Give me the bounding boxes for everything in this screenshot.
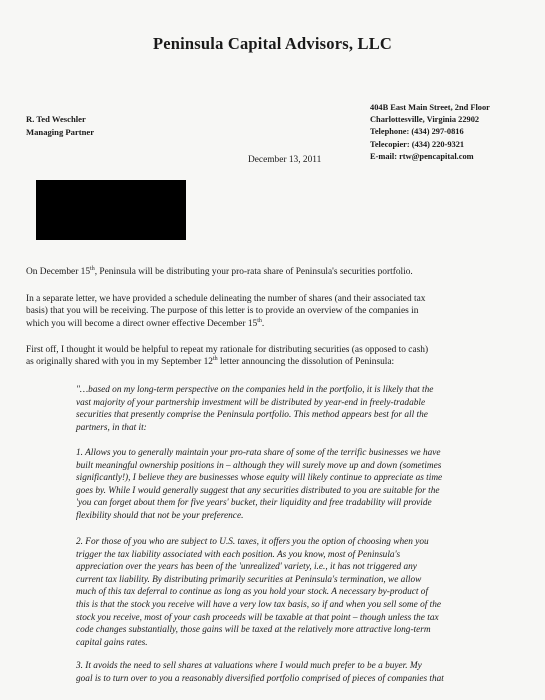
quote-point-2: 2. For those of you who are subject to U.S. taxes, it offers you the option of choosing when you trigger the tax liability associated with each position. As you know, most of Peninsula's appreciation over the years has been of the 'unrealized' variety, i.e., it has not triggered any current tax liability. By distributing primarily securities at Peninsula's termination, we allow much of this tax deferral to continue as long as you hold your stock. A necessary by-product of this is that the stock you receive will have a very low tax basis, so if and when you sell some of the stock you receive, most of your cash proceeds will be taxable at that point – though unless the tax code changes substantially, those gains will be taxed at the relatively more attractive long-term capital gains rates. <box>76 537 442 648</box>
address-telecopier: Telecopier: (434) 220-9321 <box>370 139 465 149</box>
paragraph-3: First off, I thought it would be helpful to repeat my rationale for distributing securities (as opposed to cash) as originally shared with you in my September 12th letter announcing the dissolution of Peninsula: <box>26 345 429 368</box>
address-telephone: Telephone: (434) 297-0816 <box>370 127 464 137</box>
paragraph-2: In a separate letter, we have provided a schedule delineating the number of shares (and their associated tax basis) that you will be receiving. The purpose of this letter is to provide an overview of the companies in which you will become a direct owner effective December 15th. <box>26 294 426 329</box>
letter-date: December 13, 2011 <box>248 155 322 165</box>
redacted-recipient-block <box>36 180 186 240</box>
quote-intro: "…based on my long-term perspective on the companies held in the portfolio, it is likely that the vast majority of your partnership investment will be distributed by year-end in freely-tradable securities that presently comprise the Peninsula portfolio. This method appears best for all the partners, in that it: <box>76 385 434 433</box>
sender-name: R. Ted Weschler <box>26 114 86 124</box>
quote-point-1: 1. Allows you to generally maintain your pro-rata share of some of the terrific businesses we have built meaningful ownership positions in – although they will surely move up and down (sometimes significantly!), I believe they are businesses whose equity will likely continue to appreciate as time goes by. While I would generally suggest that any securities distributed to you are suitable for the 'you can forget about them for five years' bucket, their liquidity and free tradability will provide flexibility should that not be your preference. <box>76 448 443 521</box>
sender-block <box>26 113 94 139</box>
paragraph-1: On December 15th, Peninsula will be distributing your pro-rata share of Peninsula's securities portfolio. <box>26 265 413 277</box>
address-street: 404B East Main Street, 2nd Floor <box>370 103 490 112</box>
sender-title: Managing Partner <box>26 127 95 137</box>
address-email: E-mail: rtw@pencapital.com <box>370 151 474 161</box>
firm-name: Peninsula Capital Advisors, LLC <box>152 34 393 53</box>
quote-point-3: 3. It avoids the need to sell shares at valuations where I would much prefer to be a buyer. My goal is to turn over to you a reasonably diversified portfolio comprised of pieces of companies that <box>76 661 444 684</box>
address-block <box>370 102 490 163</box>
address-city: Charlottesville, Virginia 22902 <box>370 115 480 125</box>
